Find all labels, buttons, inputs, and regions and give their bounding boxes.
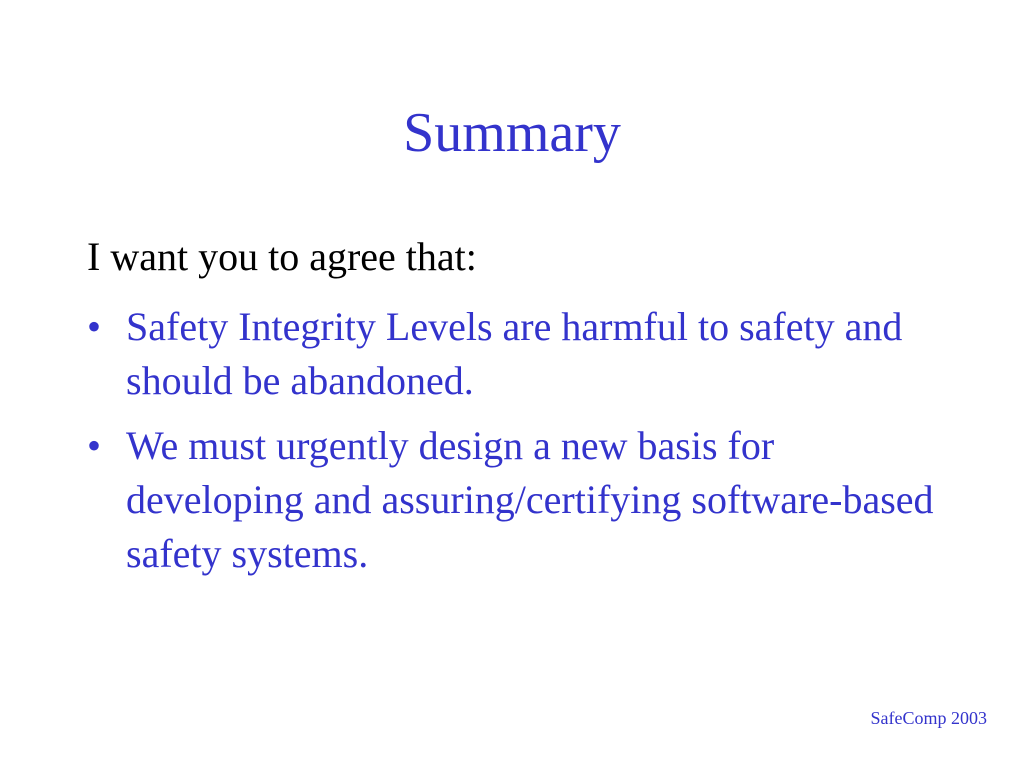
bullet-list bbox=[87, 300, 947, 592]
footer-label: SafeComp 2003 bbox=[870, 708, 987, 728]
bullet-item bbox=[87, 419, 947, 581]
bullet-text: Safety Integrity Levels are harmful to safety and should be abandoned. bbox=[126, 304, 903, 403]
bullet-marker: • bbox=[87, 423, 102, 468]
slide-title: Summary bbox=[403, 102, 621, 164]
bullet-text: We must urgently design a new basis for developing and assuring/certifying software-based safety systems. bbox=[126, 423, 934, 576]
bullet-marker: • bbox=[87, 304, 102, 349]
bullet-item bbox=[87, 300, 947, 408]
intro-text: I want you to agree that: bbox=[87, 234, 477, 279]
